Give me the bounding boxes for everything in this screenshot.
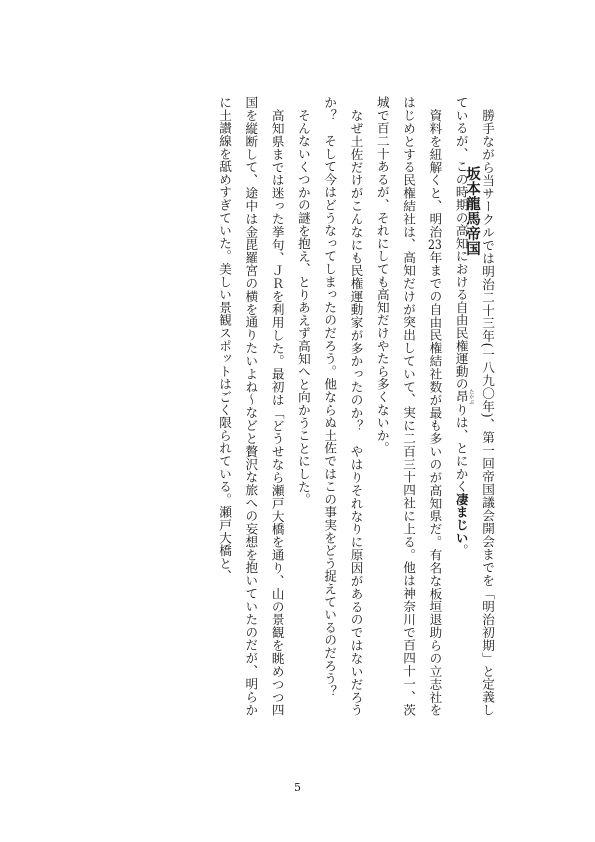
paragraph-3: なぜ土佐だけがこんなにも民権運動家が多かったのか？ やはりそれなりに原因があるのではないだろうか？ そして今はどうなってしまったのだろう。他ならぬ土佐ではこの事実をどう捉えているのだろう？	[322, 96, 364, 716]
ruby-annotation: 昂 たかぶ	[453, 389, 475, 405]
page-number: 5	[294, 781, 301, 794]
paragraph-4: そんないくつかの謎を抱え、とりあえず高知へと向かうことにした。	[295, 108, 311, 506]
paragraph-1: 勝手ながら当サークルでは明治二十三年(一八九〇年)、第一回帝国議会開会までを「明治初期」と定義しているが、この時期の高知における自由民権運動の昂 たかぶりは、とにかく凄まじい。	[453, 96, 495, 716]
page-title: 坂本龍馬帝国	[464, 166, 480, 256]
emphasis-text: 凄まじい	[453, 492, 469, 545]
paragraph-5: 高知県までは迷った挙句、ＪＲを利用した。最初は「どうせなら瀬戸大橋を通り、山の景観を眺めつつ四国を縦断して、途中は金毘羅宮の横を通りたいよね～などと贅沢な旅への妄想を抱いていたのだが、明らかに土讃線を舐めすぎていた。美しい景観スポットはごく限られている。瀬戸大橋と、	[217, 96, 285, 716]
body-text	[80, 96, 500, 716]
paragraph-2: 資料を紐解くと、明治23年までの自由民権結社数が最も多いのが高知県だ。有名な板垣退助らの立志社をはじめとする民権結社は、高知だけが突出していて、実に二百三十四社に上る。他は神奈川で百四十一、茨城で百二十あるが、それにしても高知だけやたら多くないか。	[374, 96, 443, 716]
